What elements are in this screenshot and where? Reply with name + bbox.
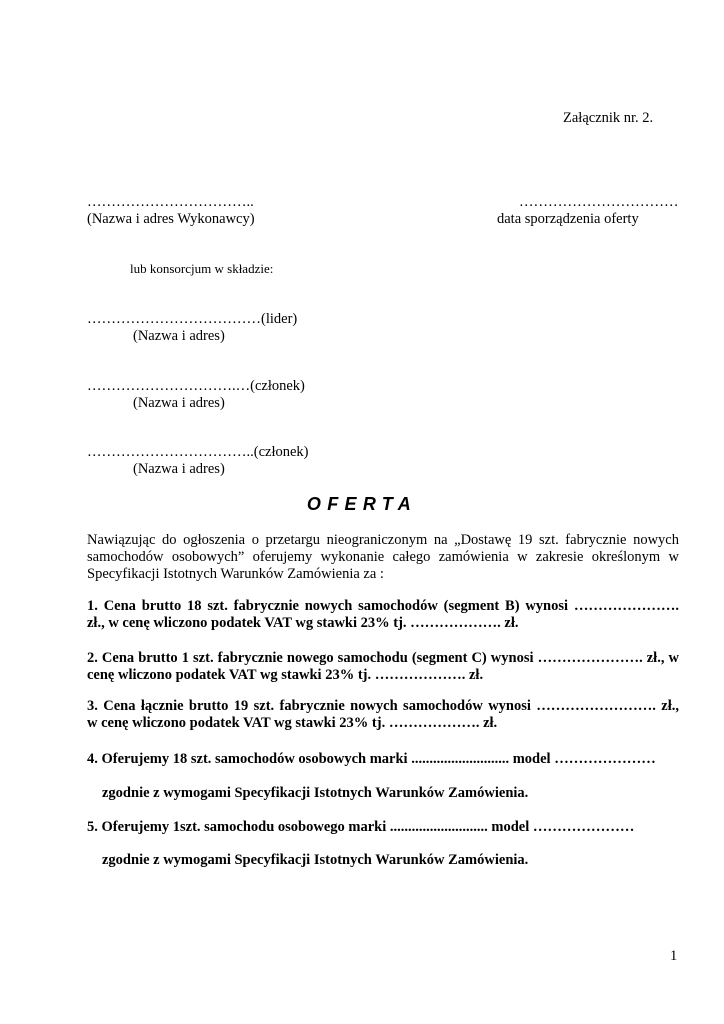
member-2-label: (Nazwa i adres) <box>133 461 225 477</box>
intro-paragraph <box>87 532 679 583</box>
item-line: 3. Cena łącznie brutto 19 szt. fabrycznie nowych samochodów wynosi ……………………. zł., <box>87 698 679 714</box>
annex-label: Załącznik nr. 2. <box>563 110 654 126</box>
offer-date-dots: …………………………… <box>519 194 679 210</box>
member-leader-line: ………………………………(lider) <box>87 311 298 327</box>
item-4-compliance: zgodnie z wymogami Specyfikacji Istotnych Warunków Zamówienia. <box>102 785 529 801</box>
item-5-compliance: zgodnie z wymogami Specyfikacji Istotnych Warunków Zamówienia. <box>102 852 529 868</box>
member-1-label: (Nazwa i adres) <box>133 395 225 411</box>
item-line: cenę wliczono podatek VAT wg stawki 23% tj. ………………. zł. <box>87 667 484 683</box>
contractor-label: (Nazwa i adres Wykonawcy) <box>87 211 255 227</box>
item-4: 4. Oferujemy 18 szt. samochodów osobowych marki ........................... model ………………… <box>87 751 656 767</box>
page-number: 1 <box>670 948 678 964</box>
intro-line: Nawiązując do ogłoszenia o przetargu nieograniczonym na „Dostawę 19 szt. fabrycznie nowych <box>87 532 679 548</box>
item-line: zł., w cenę wliczono podatek VAT wg stawki 23% tj. ………………. zł. <box>87 615 519 631</box>
item-5: 5. Oferujemy 1szt. samochodu osobowego marki ........................... model ………………… <box>87 819 635 835</box>
item-line: 2. Cena brutto 1 szt. fabrycznie nowego samochodu (segment C) wynosi …………………. zł., w <box>87 650 679 666</box>
item-1 <box>87 598 679 632</box>
item-line: 1. Cena brutto 18 szt. fabrycznie nowych samochodów (segment B) wynosi …………………. <box>87 598 679 614</box>
item-3 <box>87 698 679 732</box>
member-2-line: ……………………………..(członek) <box>87 444 309 460</box>
item-line: w cenę wliczono podatek VAT wg stawki 23% tj. ………………. zł. <box>87 715 498 731</box>
consortium-intro: lub konsorcjum w składzie: <box>130 261 274 276</box>
offer-date-label: data sporządzenia oferty <box>497 211 639 227</box>
item-2 <box>87 650 679 684</box>
intro-line: samochodów osobowych” oferujemy wykonanie całego zamówienia w zakresie określonym w <box>87 549 679 565</box>
offer-title: OFERTA <box>306 494 418 514</box>
member-leader-label: (Nazwa i adres) <box>133 328 225 344</box>
contractor-dots: …………………………….. <box>87 194 254 210</box>
member-1-line: ………………………….…(członek) <box>87 378 305 394</box>
intro-line: Specyfikacji Istotnych Warunków Zamówienia za : <box>87 566 384 582</box>
